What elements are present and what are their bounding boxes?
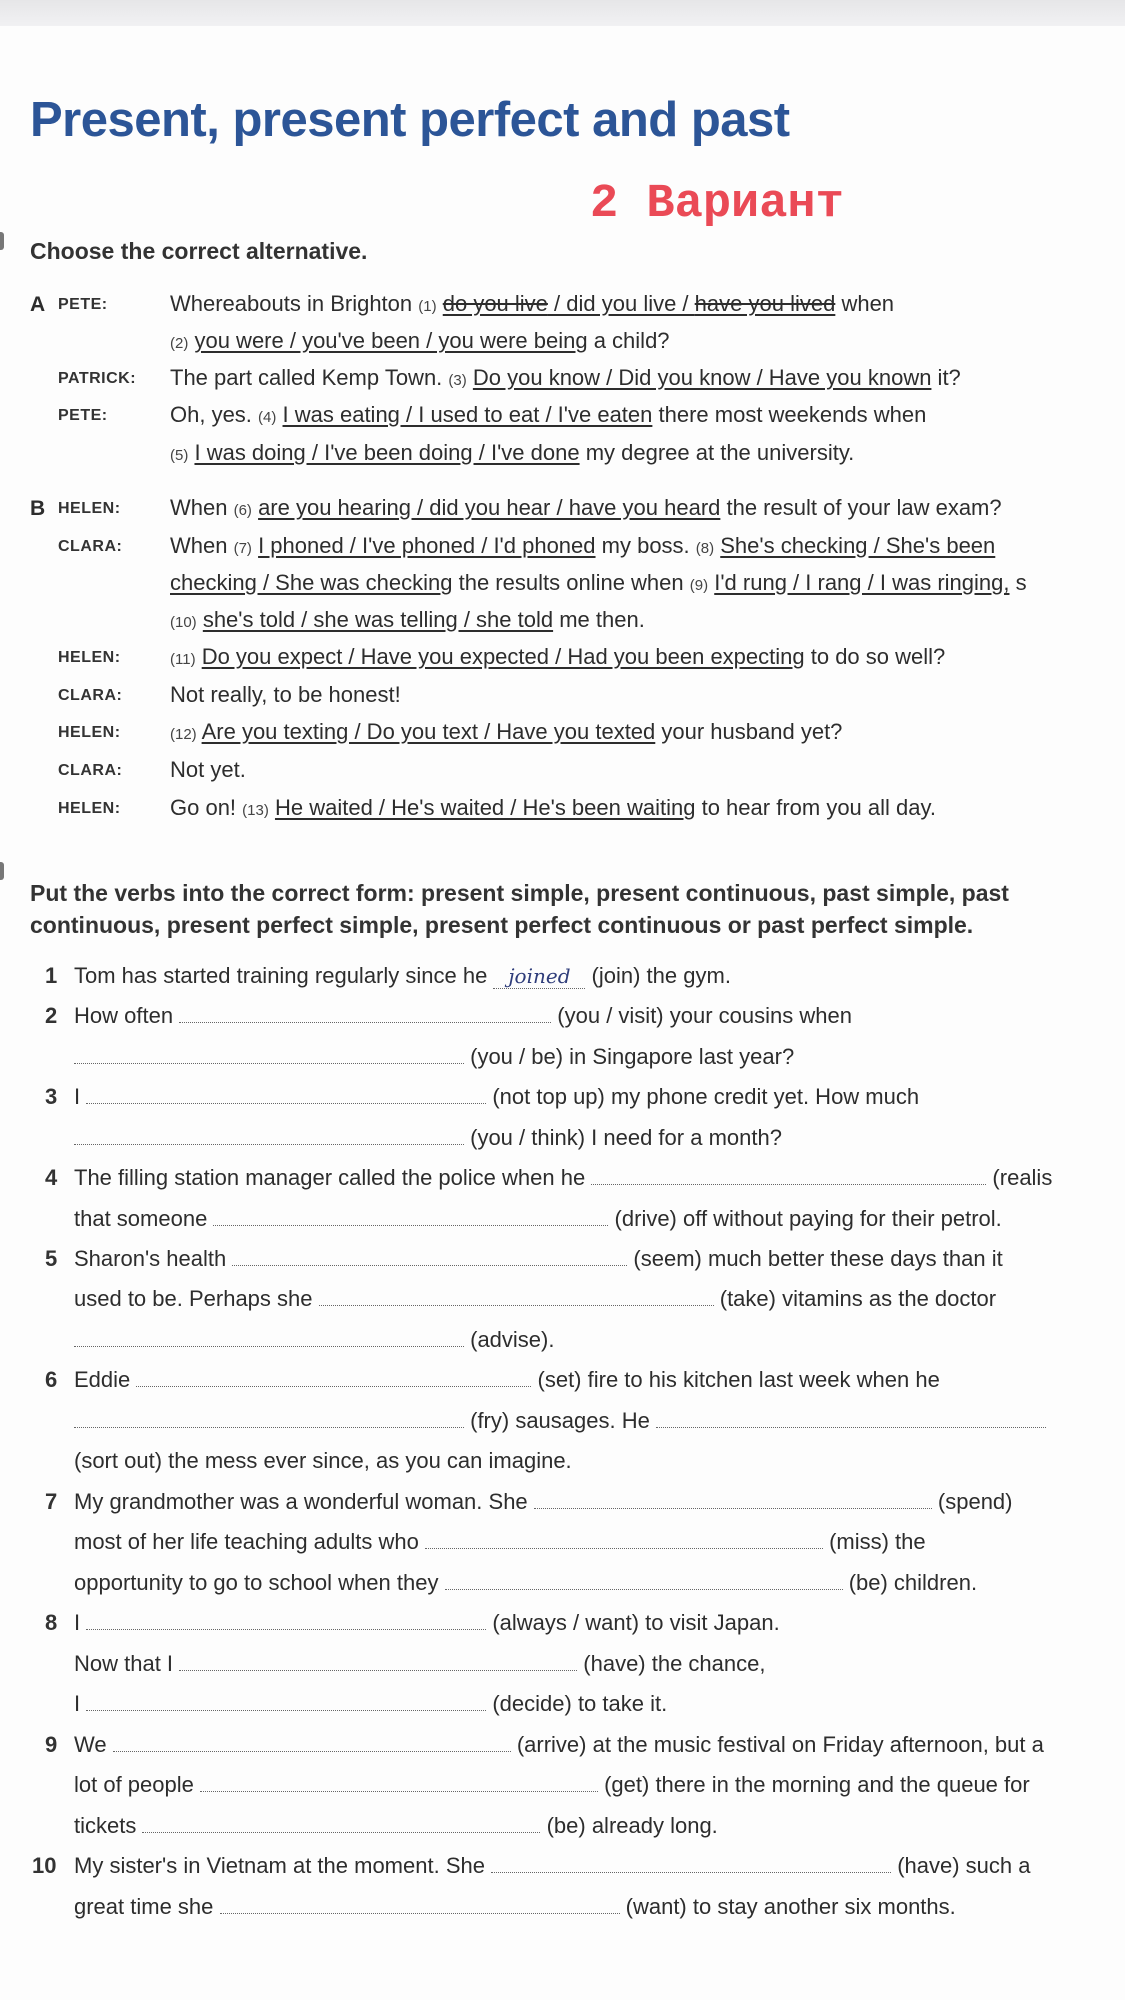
question-line: most of her life teaching adults who (miss) the	[74, 1529, 926, 1554]
dialogue-line: (11) Do you expect / Have you expected / Had you been expecting to do so well?	[170, 644, 946, 669]
speaker-label: HELEN:	[58, 500, 121, 517]
question-number: 4	[45, 1165, 58, 1190]
question-line: (you / be) in Singapore last year?	[74, 1044, 794, 1070]
question-number: 2	[45, 1003, 58, 1028]
question-line: We (arrive) at the music festival on Friday afternoon, but a	[74, 1732, 1044, 1757]
answer-blank[interactable]	[179, 1004, 551, 1023]
dialogue-line: (2) you were / you've been / you were being a child?	[170, 328, 670, 353]
dialogue-line: Oh, yes. (4) I was eating / I used to eat / I've eaten there most weekends when	[170, 402, 927, 427]
answer-blank[interactable]	[86, 1692, 486, 1711]
question-line: Tom has started training regularly since he joined (join) the gym.	[74, 963, 731, 988]
answer-blank[interactable]	[86, 1611, 486, 1630]
answer-blank[interactable]	[534, 1490, 932, 1509]
speaker-label: HELEN:	[58, 800, 121, 817]
dialogue-line: The part called Kemp Town. (3) Do you know / Did you know / Have you known it?	[170, 365, 961, 390]
left-margin-mark	[0, 232, 4, 250]
section-b-letter: B	[30, 497, 46, 520]
answer-blank[interactable]	[74, 1328, 464, 1347]
question-line: My grandmother was a wonderful woman. She (spend)	[74, 1489, 1013, 1514]
dialogue-line: Whereabouts in Brighton (1) do you live / did you live / have you lived when	[170, 291, 895, 316]
answer-blank[interactable]	[136, 1368, 531, 1387]
question-line: How often (you / visit) your cousins when	[74, 1003, 852, 1028]
answer-blank[interactable]	[656, 1409, 1046, 1428]
question-line: that someone (drive) off without paying for their petrol.	[74, 1206, 1002, 1231]
question-line: (fry) sausages. He	[74, 1408, 1046, 1434]
question-number: 9	[45, 1732, 58, 1757]
page-title: Present, present perfect and past	[30, 93, 790, 147]
speaker-label: HELEN:	[58, 649, 121, 666]
question-number: 7	[45, 1489, 58, 1514]
answer-blank[interactable]	[319, 1287, 714, 1306]
answer-blank[interactable]	[74, 1409, 464, 1428]
answer-blank[interactable]	[491, 1854, 891, 1873]
top-bar	[0, 0, 1125, 26]
question-number: 1	[45, 963, 58, 988]
speaker-label: CLARA:	[58, 538, 123, 555]
answer-blank[interactable]	[179, 1652, 577, 1671]
dialogue-line: When (7) I phoned / I've phoned / I'd phoned my boss. (8) She's checking / She's been	[170, 533, 996, 558]
dialogue-line: Not really, to be honest!	[170, 682, 401, 707]
section-a-letter: A	[30, 293, 46, 316]
exercise-1-instruction: Choose the correct alternative.	[30, 238, 368, 264]
left-margin-mark	[0, 862, 4, 880]
dialogue-line: (10) she's told / she was telling / she told me then.	[170, 607, 645, 632]
answer-blank[interactable]	[74, 1045, 464, 1064]
dialogue-line: Not yet.	[170, 757, 246, 782]
answer-field[interactable]: joined	[493, 964, 585, 989]
answer-blank[interactable]	[591, 1166, 986, 1185]
question-line: great time she (want) to stay another six months.	[74, 1894, 956, 1919]
answer-blank[interactable]	[86, 1085, 486, 1104]
dialogue-line: Go on! (13) He waited / He's waited / He's been waiting to hear from you all day.	[170, 795, 936, 820]
dialogue-line: checking / She was checking the results online when (9) I'd rung / I rang / I was ringing, s	[170, 570, 1027, 595]
question-number: 6	[45, 1367, 58, 1392]
question-line: (you / think) I need for a month?	[74, 1125, 782, 1151]
answer-blank[interactable]	[213, 1207, 608, 1226]
variant-label: 2 Вариант	[590, 178, 844, 231]
speaker-label: HELEN:	[58, 724, 121, 741]
answer-blank[interactable]	[232, 1247, 627, 1266]
dialogue-line: (12) Are you texting / Do you text / Have you texted your husband yet?	[170, 719, 843, 744]
question-line: I (not top up) my phone credit yet. How much	[74, 1084, 920, 1109]
speaker-label: PETE:	[58, 407, 108, 424]
speaker-label: PATRICK:	[58, 370, 137, 387]
question-line: My sister's in Vietnam at the moment. She (have) such a	[74, 1853, 1031, 1878]
question-line: Sharon's health (seem) much better these days than it	[74, 1246, 1003, 1271]
question-line: used to be. Perhaps she (take) vitamins as the doctor	[74, 1286, 997, 1311]
question-number: 10	[32, 1853, 57, 1878]
question-line: tickets (be) already long.	[74, 1813, 718, 1838]
question-line: Now that I (have) the chance,	[74, 1651, 766, 1676]
dialogue-line: (5) I was doing / I've been doing / I've done my degree at the university.	[170, 440, 855, 465]
answer-blank[interactable]	[200, 1773, 598, 1792]
question-line: Eddie (set) fire to his kitchen last week when he	[74, 1367, 940, 1392]
speaker-label: CLARA:	[58, 762, 123, 779]
question-number: 8	[45, 1610, 58, 1635]
question-number: 3	[45, 1084, 58, 1109]
question-line: opportunity to go to school when they (be) children.	[74, 1570, 978, 1595]
speaker-label: CLARA:	[58, 687, 123, 704]
answer-blank[interactable]	[220, 1895, 620, 1914]
answer-blank[interactable]	[425, 1530, 823, 1549]
question-number: 5	[45, 1246, 58, 1271]
dialogue-line: When (6) are you hearing / did you hear / have you heard the result of your law exam?	[170, 495, 1002, 520]
question-line: I (always / want) to visit Japan.	[74, 1610, 780, 1635]
exercise-2-instruction-line2: continuous, present perfect simple, present perfect continuous or past perfect simple.	[30, 912, 974, 938]
answer-blank[interactable]	[445, 1571, 843, 1590]
question-line: lot of people (get) there in the morning and the queue for	[74, 1772, 1030, 1797]
answer-blank[interactable]	[74, 1126, 464, 1145]
question-line: (sort out) the mess ever since, as you can imagine.	[74, 1448, 572, 1473]
answer-blank[interactable]	[142, 1814, 540, 1833]
exercise-2-instruction-line1: Put the verbs into the correct form: present simple, present continuous, past simple, past	[30, 880, 1009, 906]
answer-blank[interactable]	[113, 1733, 511, 1752]
question-line: (advise).	[74, 1327, 554, 1353]
question-line: I (decide) to take it.	[74, 1691, 668, 1716]
speaker-label: PETE:	[58, 296, 108, 313]
question-line: The filling station manager called the police when he (realis	[74, 1165, 1053, 1190]
